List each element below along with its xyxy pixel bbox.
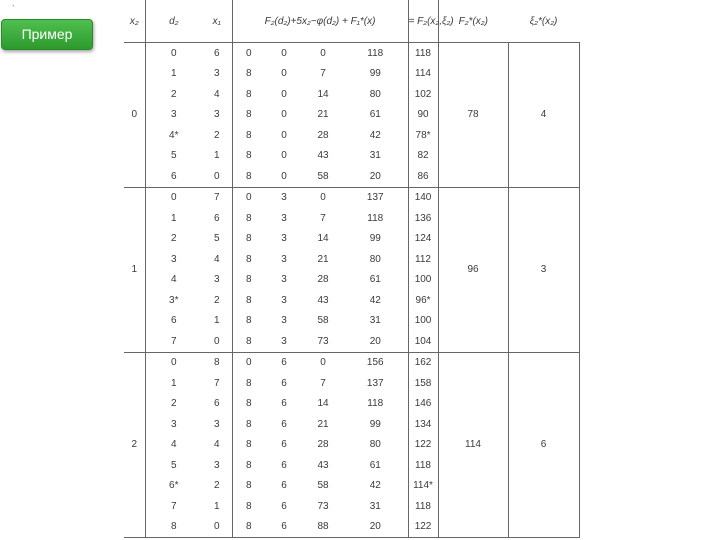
- cell-phi: 58: [317, 170, 329, 182]
- cell-result: 162: [414, 357, 432, 369]
- cell-5x2: 6: [281, 500, 287, 512]
- cell-fstar: 78: [438, 43, 508, 188]
- cell-x2: 0: [124, 43, 145, 188]
- cell-result: 104: [414, 335, 432, 347]
- cell-5x2: 6: [281, 439, 287, 451]
- cell-5x2: 6: [281, 418, 287, 430]
- cell-x1: 6: [202, 43, 232, 64]
- cell-f1star: 42: [343, 290, 408, 311]
- cell-phi: 58: [317, 480, 329, 492]
- cell-result: 124: [414, 233, 432, 245]
- cell-d2: 6*: [169, 480, 179, 492]
- cell-f2: 8: [245, 233, 252, 245]
- cell-d2: 1: [170, 68, 177, 80]
- header-result: = F₂(x₂,ξ₂): [408, 0, 438, 43]
- cell-f1star: 137: [343, 187, 408, 208]
- cell-x1: 5: [202, 229, 232, 250]
- cell-result: 112: [415, 253, 431, 265]
- cell-phi: 28: [317, 274, 329, 286]
- cell-phi: 0: [320, 47, 326, 59]
- cell-fstar: 114: [438, 352, 508, 538]
- cell-phi: 28: [317, 129, 329, 141]
- cell-d2: 1: [170, 212, 177, 224]
- cell-zstar: 3: [508, 187, 579, 352]
- cell-d2: 2: [170, 88, 177, 100]
- table-block: [124, 43, 579, 188]
- cell-f1star: 80: [343, 249, 408, 270]
- cell-result: 114*: [413, 480, 433, 492]
- cell-phi: 73: [317, 335, 329, 347]
- cell-5x2: 3: [281, 335, 287, 347]
- cell-phi: 28: [317, 439, 329, 451]
- cell-x1: 6: [202, 208, 232, 229]
- cell-5x2: 6: [281, 377, 287, 389]
- cell-d2: 4*: [169, 129, 179, 141]
- cell-result: 90: [417, 109, 429, 121]
- corner-mark: `: [12, 4, 15, 14]
- cell-f2: 8: [245, 315, 252, 327]
- cell-phi: 73: [317, 500, 329, 512]
- cell-phi: 14: [317, 233, 329, 245]
- cell-f2: 8: [245, 109, 252, 121]
- header-zstar: ξ₂*(x₂): [508, 0, 579, 43]
- cell-result: 96*: [415, 294, 431, 306]
- cell-result: 146: [414, 398, 432, 410]
- cell-5x2: 6: [281, 521, 287, 533]
- cell-d2: 1: [170, 377, 177, 389]
- cell-f2: 8: [245, 398, 252, 410]
- header-x2: x₂: [124, 0, 145, 43]
- cell-x1: 4: [202, 249, 232, 270]
- cell-f1star: 20: [343, 166, 408, 187]
- cell-d2: 6: [170, 315, 177, 327]
- cell-f1star: 99: [343, 64, 408, 85]
- cell-phi: 7: [320, 212, 326, 224]
- cell-5x2: 0: [281, 109, 287, 121]
- cell-phi: 0: [320, 192, 326, 204]
- header-sum-expression: F₂(d₂)+5x₂−φ(d₂) + F₁*(x): [232, 0, 408, 43]
- cell-f2: 8: [245, 439, 252, 451]
- cell-5x2: 0: [281, 170, 287, 182]
- cell-result: 86: [417, 170, 429, 182]
- cell-f1star: 156: [343, 352, 408, 373]
- cell-x1: 0: [202, 166, 232, 187]
- cell-x1: 2: [202, 125, 232, 146]
- cell-result: 114: [415, 68, 431, 80]
- cell-phi: 0: [320, 357, 326, 369]
- cell-f2: 8: [245, 170, 252, 182]
- cell-x1: 0: [202, 517, 232, 538]
- cell-phi: 21: [317, 253, 329, 265]
- cell-result: 118: [415, 500, 431, 512]
- cell-phi: 14: [317, 398, 329, 410]
- cell-phi: 43: [317, 459, 329, 471]
- cell-fstar: 96: [438, 187, 508, 352]
- header-d2: d₂: [145, 0, 202, 43]
- cell-5x2: 3: [281, 212, 287, 224]
- cell-x1: 4: [202, 84, 232, 105]
- cell-d2: 4: [170, 274, 177, 286]
- cell-x1: 3: [202, 414, 232, 435]
- cell-result: 158: [414, 377, 432, 389]
- cell-result: 100: [414, 274, 432, 286]
- cell-x1: 1: [202, 311, 232, 332]
- cell-d2: 3: [170, 109, 177, 121]
- cell-result: 100: [414, 315, 432, 327]
- cell-d2: 5: [170, 459, 177, 471]
- cell-zstar: 6: [508, 352, 579, 538]
- cell-f1star: 20: [343, 331, 408, 352]
- cell-5x2: 3: [281, 274, 287, 286]
- header-x1: x₁: [202, 0, 232, 43]
- cell-f1star: 118: [343, 43, 408, 64]
- cell-f1star: 42: [343, 476, 408, 497]
- cell-result: 122: [414, 521, 432, 533]
- cell-f1star: 31: [343, 146, 408, 167]
- cell-5x2: 0: [281, 68, 287, 80]
- cell-d2: 3: [170, 253, 177, 265]
- cell-d2: 6: [170, 170, 177, 182]
- cell-d2: 0: [170, 47, 177, 59]
- cell-5x2: 6: [281, 357, 287, 369]
- dp-calculation-table: [124, 0, 580, 538]
- cell-result: 82: [417, 150, 429, 162]
- cell-f2: 8: [245, 335, 252, 347]
- cell-x1: 3: [202, 455, 232, 476]
- cell-x1: 0: [202, 331, 232, 352]
- cell-x1: 3: [202, 105, 232, 126]
- cell-phi: 43: [317, 150, 329, 162]
- cell-f1star: 137: [343, 373, 408, 394]
- cell-x1: 2: [202, 290, 232, 311]
- cell-d2: 4: [170, 439, 177, 451]
- cell-x1: 2: [202, 476, 232, 497]
- cell-result: 78*: [415, 129, 431, 141]
- cell-f2: 8: [245, 253, 252, 265]
- cell-f2: 8: [245, 129, 252, 141]
- table-row: [124, 43, 579, 64]
- cell-f1star: 118: [343, 394, 408, 415]
- cell-f1star: 61: [343, 455, 408, 476]
- cell-f1star: 99: [343, 414, 408, 435]
- cell-d2: 0: [170, 192, 177, 204]
- cell-5x2: 6: [281, 480, 287, 492]
- cell-result: 136: [414, 212, 432, 224]
- cell-f2: 8: [245, 480, 252, 492]
- cell-x1: 3: [202, 64, 232, 85]
- cell-5x2: 0: [281, 150, 287, 162]
- table-row: [124, 352, 579, 373]
- cell-f2: 8: [245, 459, 252, 471]
- cell-5x2: 0: [281, 88, 287, 100]
- cell-f2: 8: [245, 500, 252, 512]
- cell-d2: 3: [170, 418, 177, 430]
- cell-5x2: 3: [281, 315, 287, 327]
- example-button[interactable]: Пример: [1, 19, 93, 50]
- cell-5x2: 0: [281, 47, 287, 59]
- cell-x2: 2: [124, 352, 145, 538]
- cell-f2: 8: [245, 150, 252, 162]
- cell-f1star: 42: [343, 125, 408, 146]
- cell-f2: 8: [245, 418, 252, 430]
- cell-f1star: 80: [343, 435, 408, 456]
- cell-f1star: 31: [343, 496, 408, 517]
- cell-phi: 43: [317, 294, 329, 306]
- cell-result: 122: [414, 439, 432, 451]
- table-block: [124, 352, 579, 538]
- cell-x1: 1: [202, 496, 232, 517]
- table-header-row: [124, 0, 579, 43]
- cell-result: 118: [415, 47, 431, 59]
- cell-f1star: 31: [343, 311, 408, 332]
- table-row: [124, 187, 579, 208]
- cell-5x2: 6: [281, 459, 287, 471]
- cell-phi: 14: [317, 88, 329, 100]
- cell-f1star: 99: [343, 229, 408, 250]
- cell-f1star: 80: [343, 84, 408, 105]
- cell-f2: 0: [245, 357, 252, 369]
- cell-f2: 0: [245, 47, 252, 59]
- cell-5x2: 3: [281, 253, 287, 265]
- cell-x1: 3: [202, 270, 232, 291]
- cell-d2: 2: [170, 398, 177, 410]
- cell-d2: 5: [170, 150, 177, 162]
- cell-x1: 7: [202, 187, 232, 208]
- cell-5x2: 3: [281, 294, 287, 306]
- cell-x1: 6: [202, 394, 232, 415]
- cell-d2: 3*: [169, 294, 179, 306]
- cell-x1: 4: [202, 435, 232, 456]
- cell-phi: 21: [317, 109, 329, 121]
- cell-d2: 2: [170, 233, 177, 245]
- cell-result: 134: [414, 418, 432, 430]
- cell-5x2: 3: [281, 192, 287, 204]
- cell-f1star: 118: [343, 208, 408, 229]
- cell-phi: 21: [317, 418, 329, 430]
- cell-f2: 8: [245, 274, 252, 286]
- cell-5x2: 3: [281, 233, 287, 245]
- cell-d2: 8: [170, 521, 177, 533]
- cell-x2: 1: [124, 187, 145, 352]
- cell-phi: 58: [317, 315, 329, 327]
- cell-f1star: 61: [343, 270, 408, 291]
- cell-5x2: 0: [281, 129, 287, 141]
- cell-f2: 8: [245, 88, 252, 100]
- header-fstar: F₂*(x₂): [438, 0, 508, 43]
- cell-f2: 8: [245, 294, 252, 306]
- cell-f2: 8: [245, 68, 252, 80]
- cell-zstar: 4: [508, 43, 579, 188]
- cell-x1: 7: [202, 373, 232, 394]
- cell-phi: 7: [320, 377, 326, 389]
- cell-result: 102: [414, 88, 432, 100]
- cell-x1: 1: [202, 146, 232, 167]
- cell-f1star: 61: [343, 105, 408, 126]
- cell-d2: 7: [170, 500, 177, 512]
- cell-d2: 7: [170, 335, 177, 347]
- cell-f2: 8: [245, 521, 252, 533]
- cell-phi: 7: [320, 68, 326, 80]
- cell-result: 140: [414, 192, 432, 204]
- cell-d2: 0: [170, 357, 177, 369]
- cell-f2: 8: [245, 377, 252, 389]
- cell-f2: 8: [245, 212, 252, 224]
- cell-phi: 88: [317, 521, 329, 533]
- cell-f1star: 20: [343, 517, 408, 538]
- cell-f2: 0: [245, 192, 252, 204]
- cell-result: 118: [415, 459, 431, 471]
- cell-x1: 8: [202, 352, 232, 373]
- table-block: [124, 187, 579, 352]
- cell-5x2: 6: [281, 398, 287, 410]
